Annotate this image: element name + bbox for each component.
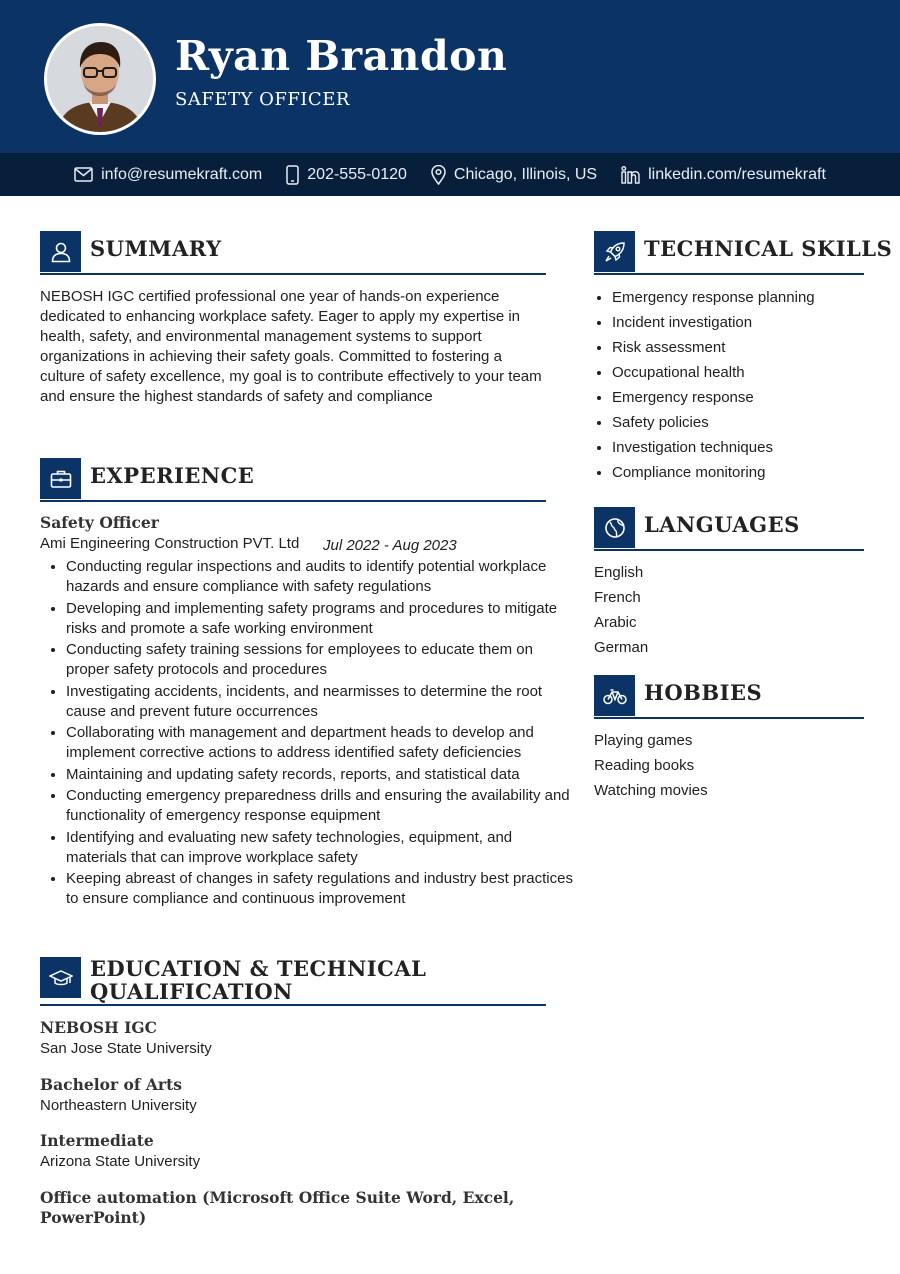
phone-icon (286, 165, 299, 185)
contact-bar (0, 153, 900, 196)
skills-section-header (594, 231, 893, 275)
languages-section-header (594, 507, 864, 551)
mail-icon (74, 167, 93, 182)
graduation-cap-icon (49, 968, 73, 988)
hobby-item: Watching movies (594, 782, 708, 799)
education-entry (40, 1131, 546, 1172)
skill-item: • Compliance monitoring (612, 460, 815, 485)
bicycle-icon (603, 687, 627, 705)
education-degree: Bachelor of Arts (40, 1075, 182, 1094)
contact-phone[interactable] (286, 165, 407, 185)
job-title: SAFETY OFFICER (175, 89, 350, 110)
summary-text: NEBOSH IGC certified professional one year of hands-on experience dedicated to enhancing workplace safety. Eager to apply my expertise in health, safety, and environmental management systems to support organizations in achieving their safety goals. Committed to fostering a culture of safety excellence, my goal is to contribute effectively to your team and ensure the highest standards of safety and compliance (40, 288, 542, 405)
resume-header (0, 0, 900, 153)
skill-item: • Safety policies (612, 410, 815, 435)
contact-location (431, 165, 597, 185)
profile-photo (44, 23, 156, 135)
skills-title: TECHNICAL SKILLS (644, 236, 893, 261)
education-school: Northeastern University (40, 1097, 197, 1114)
experience-bullet: • Collaborating with management and department heads to develop and implement corrective actions to address identified safety deficiencies (66, 723, 574, 763)
globe-icon (604, 517, 626, 539)
education-entry (40, 1075, 546, 1116)
location-pin-icon (431, 165, 446, 185)
language-item: Arabic (594, 614, 637, 631)
experience-bullet: • Maintaining and updating safety records, reports, and statistical data (66, 765, 574, 785)
skills-list (594, 285, 815, 485)
languages-icon-box (594, 507, 635, 548)
skill-item: • Investigation techniques (612, 435, 815, 460)
experience-company: Ami Engineering Construction PVT. Ltd (40, 535, 300, 552)
experience-bullet: • Investigating accidents, incidents, and nearmisses to determine the root cause and prevent future occurrences (66, 682, 574, 722)
skill-item: • Emergency response (612, 385, 815, 410)
phone-text: 202-555-0120 (307, 165, 407, 183)
contact-linkedin[interactable] (621, 166, 826, 184)
linkedin-icon (621, 166, 640, 184)
summary-icon-box (40, 231, 81, 272)
rocket-icon (604, 241, 626, 263)
experience-title: EXPERIENCE (90, 463, 255, 488)
language-item: French (594, 589, 641, 606)
user-icon (50, 241, 72, 263)
language-item: English (594, 564, 644, 581)
hobby-item: Reading books (594, 757, 695, 774)
experience-bullet: • Developing and implementing safety programs and procedures to mitigate risks and promote a safe working environment (66, 599, 574, 639)
education-degree: Office automation (Microsoft Office Suite Word, Excel, PowerPoint) (40, 1188, 515, 1227)
linkedin-text: linkedin.com/resumekraft (648, 165, 826, 183)
education-section-header (40, 957, 546, 1006)
experience-bullet: • Keeping abreast of changes in safety regulations and industry best practices to ensure compliance and continuous improvement (66, 869, 574, 909)
hobbies-title: HOBBIES (644, 680, 763, 705)
education-title: EDUCATION & TECHNICAL QUALIFICATION (90, 956, 427, 1004)
education-school: San Jose State University (40, 1040, 212, 1057)
education-degree: NEBOSH IGC (40, 1018, 157, 1037)
hobby-item: Playing games (594, 732, 693, 749)
experience-role: Safety Officer (40, 513, 159, 532)
language-item: German (594, 639, 649, 656)
education-school: Arizona State University (40, 1153, 201, 1170)
languages-list (594, 560, 648, 660)
candidate-name: Ryan Brandon (175, 32, 508, 80)
experience-icon-box (40, 458, 81, 499)
experience-bullet: • Conducting safety training sessions for employees to educate them on proper safety protocols and procedures (66, 640, 574, 680)
briefcase-icon (50, 469, 72, 489)
hobbies-list (594, 728, 708, 803)
education-icon-box (40, 957, 81, 998)
skill-item: • Incident investigation (612, 310, 815, 335)
hobbies-icon-box (594, 675, 635, 716)
skills-icon-box (594, 231, 635, 272)
experience-dates: Jul 2022 - Aug 2023 (323, 537, 457, 554)
summary-title: SUMMARY (90, 236, 222, 261)
education-degree: Intermediate (40, 1131, 154, 1150)
education-entry (40, 1018, 546, 1059)
experience-bullet: • Conducting regular inspections and audits to identify potential workplace hazards and ensure compliance with safety regulations (66, 557, 574, 597)
skill-item: • Emergency response planning (612, 285, 815, 310)
education-entry (40, 1188, 560, 1228)
skill-item: • Risk assessment (612, 335, 815, 360)
experience-bullets (40, 557, 574, 911)
experience-section-header (40, 458, 546, 502)
contact-email[interactable] (74, 166, 262, 184)
hobbies-section-header (594, 675, 864, 719)
summary-section-header (40, 231, 546, 275)
experience-bullet: • Identifying and evaluating new safety technologies, equipment, and materials that can improve workplace safety (66, 828, 574, 868)
experience-bullet: • Conducting emergency preparedness drills and ensuring the availability and functionality of emergency response equipment (66, 786, 574, 826)
languages-title: LANGUAGES (644, 512, 800, 537)
skill-item: • Occupational health (612, 360, 815, 385)
location-text: Chicago, Illinois, US (453, 165, 598, 183)
profile-photo-image (47, 26, 153, 132)
email-text: info@resumekraft.com (101, 165, 263, 183)
